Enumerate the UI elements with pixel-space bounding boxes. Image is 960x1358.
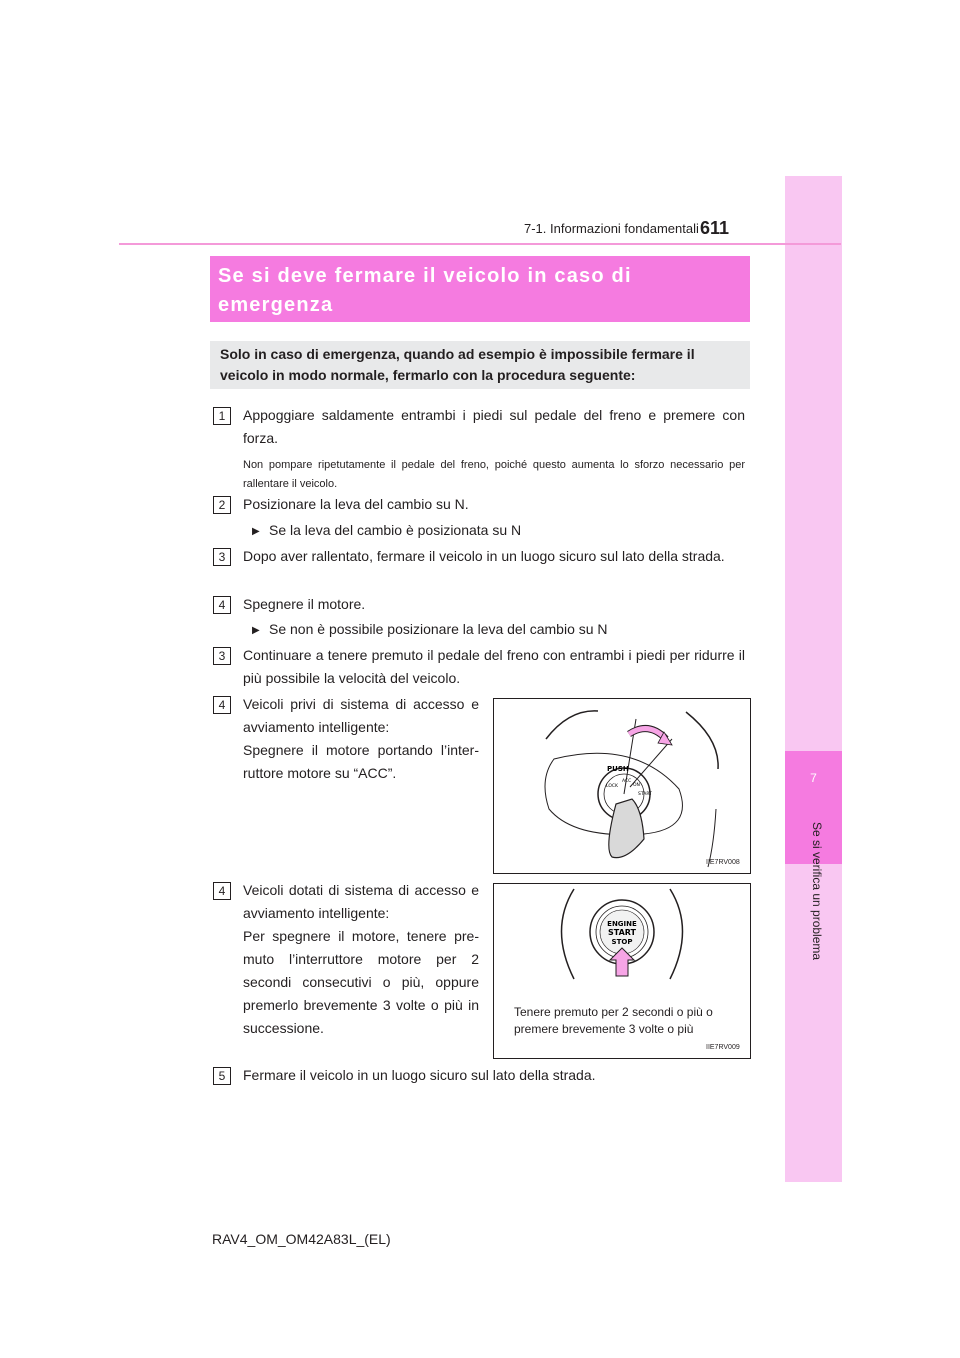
page-title: Se si deve fermare il veicolo in caso di emergenza bbox=[218, 265, 632, 316]
on-label: ON bbox=[633, 783, 640, 788]
step-text: Posizionare la leva del cambio su N. bbox=[243, 496, 469, 512]
step-text: Appoggiare saldamente entrambi i piedi sul pedale del freno e premere con forza. bbox=[243, 407, 745, 446]
sub-heading: Se la leva del cambio è posizionata su N bbox=[269, 522, 522, 538]
key-cylinder-figure bbox=[493, 698, 751, 874]
step-number: 4 bbox=[213, 882, 231, 900]
step-number: 4 bbox=[213, 696, 231, 714]
intro-text: Solo in caso di emergenza, quando ad esempio è impossibile fermare il veicolo in modo normale, fermarlo con la procedura seguente: bbox=[220, 346, 695, 383]
engine-label: ENGINE bbox=[607, 920, 637, 928]
page-number: 611 bbox=[700, 218, 730, 238]
chapter-number: 7 bbox=[810, 771, 817, 785]
lock-label: LOCK bbox=[606, 784, 618, 789]
start-label: START bbox=[607, 928, 637, 937]
section-heading: 7-1. Informazioni fondamentali bbox=[524, 221, 699, 236]
triangle-bullet-icon: ▶ bbox=[252, 526, 260, 537]
footer-code: RAV4_OM_OM42A83L_(EL) bbox=[212, 1231, 391, 1247]
step-text: Dopo aver rallentato, fermare il veicolo in un luogo sicuro sul lato della strada. bbox=[243, 548, 725, 564]
step-note: Non pompare ripetutamente il pedale del freno, poiché questo aumenta lo sforzo necessario per rallentare il veicolo. bbox=[243, 459, 745, 490]
acc-label: ACC bbox=[622, 779, 632, 784]
sub-heading: Se non è possibile posizionare la leva del cambio su N bbox=[269, 621, 608, 637]
step-number: 2 bbox=[213, 496, 231, 514]
engine-button-figure bbox=[493, 883, 751, 1059]
step-text: Continuare a tenere premuto il pedale del freno con entrambi i piedi per ridurre il più possibile la velocità del veicolo. bbox=[243, 647, 745, 686]
chapter-tab bbox=[785, 176, 842, 1182]
figure-code: IIE7RV009 bbox=[706, 1044, 740, 1051]
step-number: 5 bbox=[213, 1067, 231, 1085]
header-rule bbox=[119, 243, 841, 245]
step-number: 3 bbox=[213, 548, 231, 566]
push-label: PUSH bbox=[607, 765, 629, 773]
step-text: Fermare il veicolo in un luogo sicuro sul lato della strada. bbox=[243, 1067, 596, 1083]
chapter-label: Se si verifica un problema bbox=[810, 822, 824, 961]
engine-switch-illustration bbox=[494, 884, 750, 989]
figure-code: IIE7RV008 bbox=[706, 859, 740, 866]
step-text: Veicoli privi di sistema di accesso e avviamento intelligente: Spegnere il motore portando l’inter-ruttore motore su “ACC”. bbox=[243, 696, 479, 781]
stop-label: STOP bbox=[611, 938, 633, 946]
start-label: START bbox=[638, 792, 652, 797]
step-text: Veicoli dotati di sistema di accesso e avviamento intelligente: Per spegnere il motore, tenere pre-muto l’interruttore motore per 2 secondi consecutivi o più, oppure premerlo brevemente 3 volte o più in successione. bbox=[243, 882, 479, 1036]
step-text: Spegnere il motore. bbox=[243, 596, 366, 612]
figure-caption: Tenere premuto per 2 secondi o più o premere brevemente 3 volte o più bbox=[514, 1005, 713, 1036]
triangle-bullet-icon: ▶ bbox=[252, 625, 260, 636]
step-number: 1 bbox=[213, 407, 231, 425]
ignition-key-illustration bbox=[494, 699, 750, 873]
step-number: 3 bbox=[213, 647, 231, 665]
step-number: 4 bbox=[213, 596, 231, 614]
